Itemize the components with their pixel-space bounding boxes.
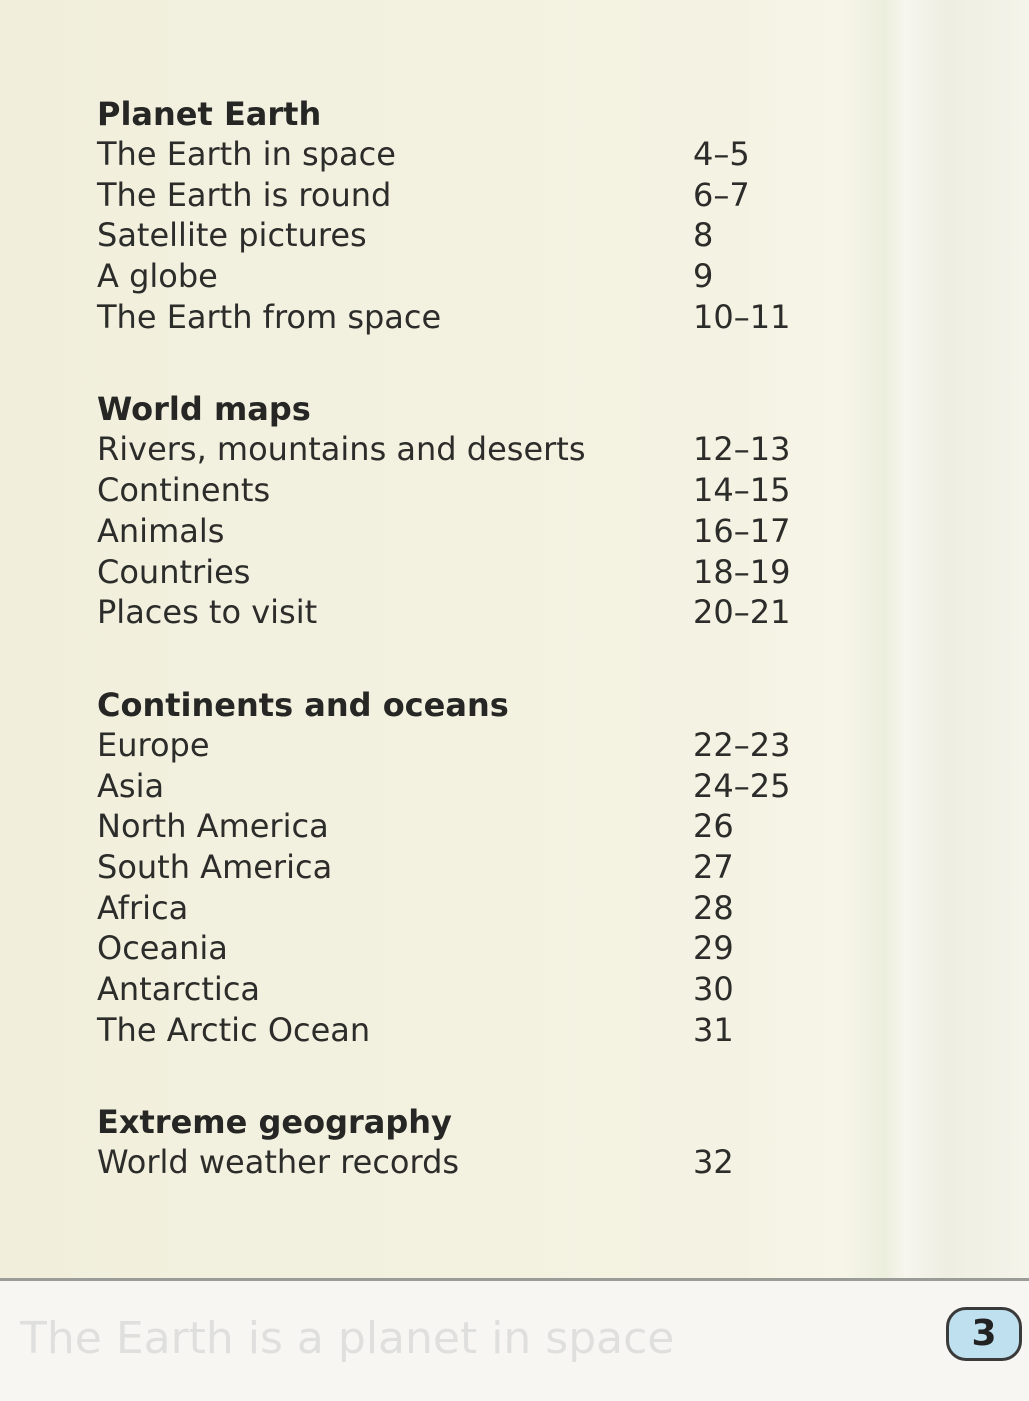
entry-title: Places to visit <box>97 593 318 632</box>
entry-pages: 31 <box>693 1010 734 1049</box>
toc-entry <box>97 1010 817 1051</box>
entry-pages: 24–25 <box>693 766 791 805</box>
toc-entry <box>97 134 817 175</box>
entry-title: The Arctic Ocean <box>97 1010 371 1049</box>
toc-entry <box>97 766 817 807</box>
entry-title: Oceania <box>97 929 228 968</box>
showthrough-text: The Earth is a planet in space <box>20 1313 675 1364</box>
toc-entry <box>97 592 817 633</box>
entry-pages: 4–5 <box>693 135 750 173</box>
toc-entry <box>97 1142 817 1183</box>
toc-section-extreme-geography <box>97 1102 817 1183</box>
entry-pages: 8 <box>693 216 714 255</box>
toc-entry <box>97 175 817 216</box>
entry-title: Animals <box>97 511 225 550</box>
entry-title: Europe <box>97 725 210 764</box>
entry-title: The Earth from space <box>97 297 442 336</box>
toc-entry <box>97 806 817 847</box>
toc-section-continents-and-oceans <box>97 685 817 1051</box>
entry-title: Africa <box>97 888 189 927</box>
entry-pages: 26 <box>693 807 734 846</box>
page-footer <box>0 1278 1029 1401</box>
entry-title: Countries <box>97 552 251 591</box>
entry-pages: 12–13 <box>693 430 791 469</box>
entry-title: Asia <box>97 766 165 805</box>
section-heading: Continents and oceans <box>97 685 509 724</box>
entry-pages: 30 <box>693 970 734 1008</box>
toc-entry <box>97 888 817 929</box>
entry-title: The Earth is round <box>97 175 392 214</box>
entry-pages: 10–11 <box>693 297 791 336</box>
toc-entry <box>97 256 817 297</box>
toc-entry <box>97 969 817 1010</box>
entry-title: North America <box>97 807 329 846</box>
entry-title: Satellite pictures <box>97 216 367 255</box>
table-of-contents <box>97 94 817 1235</box>
entry-pages: 18–19 <box>693 552 791 591</box>
toc-entry <box>97 511 817 552</box>
entry-pages: 29 <box>693 929 734 968</box>
section-heading: Extreme geography <box>97 1103 452 1142</box>
entry-title: A globe <box>97 257 218 296</box>
entry-pages: 27 <box>693 847 734 886</box>
entry-pages: 6–7 <box>693 175 750 214</box>
entry-pages: 32 <box>693 1143 734 1182</box>
toc-entry <box>97 297 817 338</box>
entry-title: The Earth in space <box>97 135 396 173</box>
toc-section-planet-earth <box>97 94 817 337</box>
entry-pages: 20–21 <box>693 593 791 632</box>
entry-pages: 14–15 <box>693 471 791 510</box>
toc-entry <box>97 847 817 888</box>
toc-entry <box>97 928 817 969</box>
toc-entry <box>97 725 817 766</box>
entry-title: Continents <box>97 471 271 510</box>
entry-title: South America <box>97 847 333 886</box>
entry-pages: 9 <box>693 257 714 296</box>
entry-pages: 22–23 <box>693 725 791 764</box>
section-heading: World maps <box>97 390 311 429</box>
toc-entry <box>97 552 817 593</box>
page-number-badge: 3 <box>946 1307 1022 1361</box>
toc-entry <box>97 470 817 511</box>
toc-entry <box>97 429 817 470</box>
toc-entry <box>97 215 817 256</box>
entry-title: Antarctica <box>97 970 261 1008</box>
entry-pages: 16–17 <box>693 511 791 550</box>
entry-title: Rivers, mountains and deserts <box>97 430 586 469</box>
toc-section-world-maps <box>97 389 817 632</box>
entry-pages: 28 <box>693 888 734 927</box>
section-heading: Planet Earth <box>97 95 322 133</box>
entry-title: World weather records <box>97 1143 460 1182</box>
